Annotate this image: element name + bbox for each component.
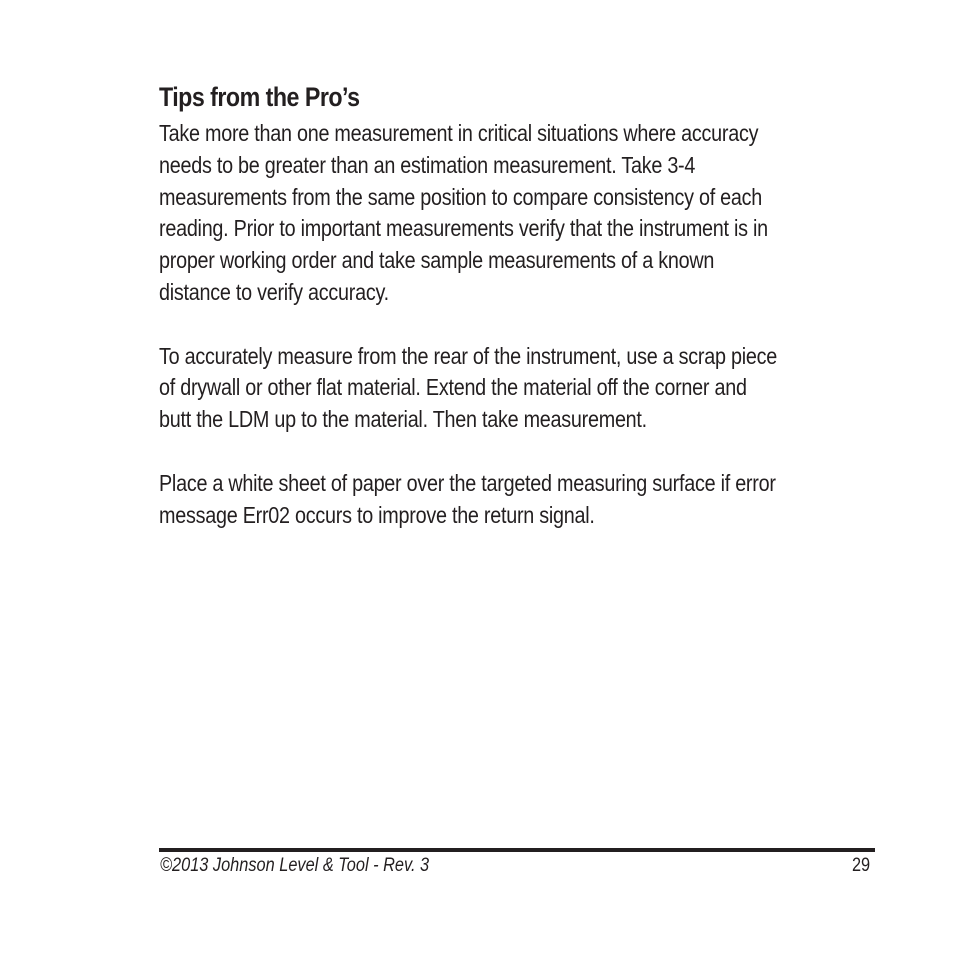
paragraph-1 bbox=[159, 118, 879, 309]
paragraph-line: Take more than one measurement in critical situations where accuracy bbox=[159, 120, 759, 146]
paragraph-3 bbox=[159, 468, 879, 532]
page-number: 29 bbox=[851, 855, 870, 876]
paragraph-line: Place a white sheet of paper over the targeted measuring surface if error bbox=[159, 469, 776, 496]
page-title: Tips from the Pro’s bbox=[159, 82, 360, 112]
paragraph-line: distance to verify accuracy. bbox=[159, 278, 389, 305]
footer-copyright: ©2013 Johnson Level & Tool - Rev. 3 bbox=[160, 855, 430, 876]
paragraph-2 bbox=[159, 341, 879, 436]
paragraph-line: proper working order and take sample measurements of a known bbox=[159, 247, 715, 274]
paragraph-line: message Err02 occurs to improve the return signal. bbox=[159, 501, 595, 528]
footer-divider bbox=[159, 848, 875, 852]
paragraph-line: measurements from the same position to compare consistency of each bbox=[159, 183, 763, 210]
paragraph-line: butt the LDM up to the material. Then take measurement. bbox=[159, 406, 647, 433]
paragraph-line: To accurately measure from the rear of the instrument, use a scrap piece bbox=[159, 342, 777, 369]
paragraph-line: reading. Prior to important measurements verify that the instrument is in bbox=[159, 215, 768, 242]
paragraph-line: needs to be greater than an estimation measurement. Take 3-4 bbox=[159, 151, 696, 178]
page-content bbox=[159, 80, 879, 563]
paragraph-line: of drywall or other flat material. Extend the material off the corner and bbox=[159, 374, 747, 401]
